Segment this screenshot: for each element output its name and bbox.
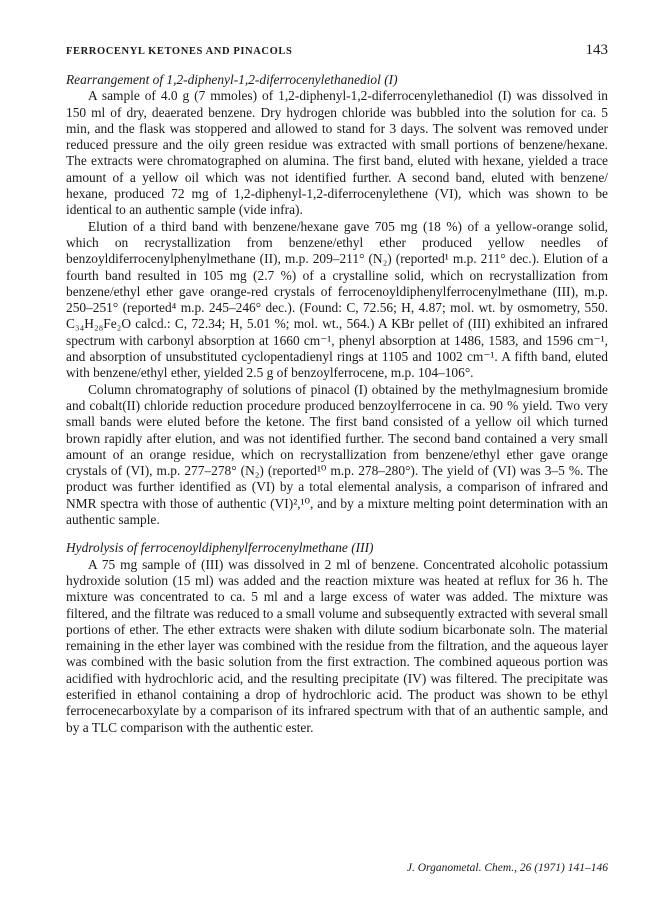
section-spacer (66, 528, 608, 540)
section-heading-rearrangement: Rearrangement of 1,2-diphenyl-1,2-diferrocenylethanediol (I) (66, 72, 398, 87)
article-body (66, 72, 608, 736)
paragraph: Column chromatography of solutions of pinacol (I) obtained by the methylmagnesium bromide and cobalt(II) chloride reduction procedure produced benzoylferrocene in ca. 90 % yield. Two very small bands were eluted before the ketone. The first band consisted of a yellow oil which turned brown rapidly after elution, and was not identified further. The second band contained a very small amount of an orange residue, which on recrystallization from benzene/ethyl ether gave orange crystals of (VI), m.p. 277–278° (N₂) (reported¹⁰ m.p. 278–280°). The yield of (VI) was 3–5 %. The product was further identified as (VI) by a total elemental analysis, a comparison of infrared and NMR spectra with those of authentic (VI)²,¹⁰, and by a mixture melting point determination with an authentic sample. (66, 381, 608, 528)
page-number: 143 (585, 42, 608, 58)
paragraph: A sample of 4.0 g (7 mmoles) of 1,2-diphenyl-1,2-diferrocenylethanediol (I) was dissolved in 150 ml of dry, deaerated benzene. Dry hydrogen chloride was bubbled into the solution for ca. 5 min, and the flask was stoppered and allowed to stand for 3 days. The solvent was removed under reduced pressure and the oily green residue was extracted with small portions of benzene/hexane. The extracts were chromatographed on alumina. The first band, eluted with hexane, yielded a trace amount of a yellow oil which was not identified further. A second band, eluted with benzene/ hexane, produced 72 mg of 1,2-diphenyl-1,2-diferrocenylethene (VI), which was shown to be identical to an authentic sample (vide infra). (66, 88, 608, 218)
journal-citation: J. Organometal. Chem., 26 (1971) 141–146 (406, 862, 608, 874)
paragraph: A 75 mg sample of (III) was dissolved in 2 ml of benzene. Concentrated alcoholic potassium hydroxide solution (15 ml) was added and the reaction mixture was heated at reflux for 36 h. The mixture was concentrated to ca. 5 ml and a large excess of water was added. The mixture was filtered, and the filtrate was reduced to a small volume and subsequently extracted with several small portions of ether. The ether extracts were shaken with dilute sodium bicarbonate soln. The material remaining in the ether layer was combined with the residue from the filtration, and the aqueous layer was combined with the basic solution from the first extraction. The combined aqueous portion was acidified with hydrochloric acid, and the resulting precipitate (IV) was filtered. The precipitate was esterified in ethanol containing a drop of hydrochloric acid. The product was shown to be ethyl ferrocenecarboxylate by a comparison of its infrared spectrum with that of an authentic sample, and by a TLC comparison with the authentic ester. (66, 556, 608, 735)
running-head (66, 42, 608, 59)
paragraph: Elution of a third band with benzene/hexane gave 705 mg (18 %) of a yellow-orange solid, which on recrystallization from benzene/ethyl ether produced yellow needles of benzoyldiferrocenylphenylmethane (II), m.p. 209–211° (N₂) (reported¹ m.p. 211° dec.). Elution of a fourth band resulted in 105 mg (2.7 %) of a crystalline solid, which on recrystallization from benzene/ethyl ether gave orange-red crystals of ferrocenoyldiphenylferrocenylmethane (III), m.p. 250–251° (reported⁴ m.p. 245–246° dec.). (Found: C, 72.56; H, 4.87; mol. wt. by osmometry, 550. C₃₄H₂₈Fe₂O calcd.: C, 72.34; H, 5.01 %; mol. wt., 564.) A KBr pellet of (III) exhibited an infrared spectrum with carbonyl absorption at 1660 cm⁻¹, phenyl absorption at 1486, 1583, and 1596 cm⁻¹, and absorption of unsubstituted cyclopentadienyl rings at 1105 and 1002 cm⁻¹. A fifth band, eluted with benzene/ethyl ether, yielded 2.5 g of benzoylferrocene, m.p. 104–106°. (66, 218, 608, 381)
section-heading-hydrolysis: Hydrolysis of ferrocenoyldiphenylferrocenylmethane (III) (66, 540, 374, 556)
running-title: FERROCENYL KETONES AND PINACOLS (66, 46, 293, 57)
